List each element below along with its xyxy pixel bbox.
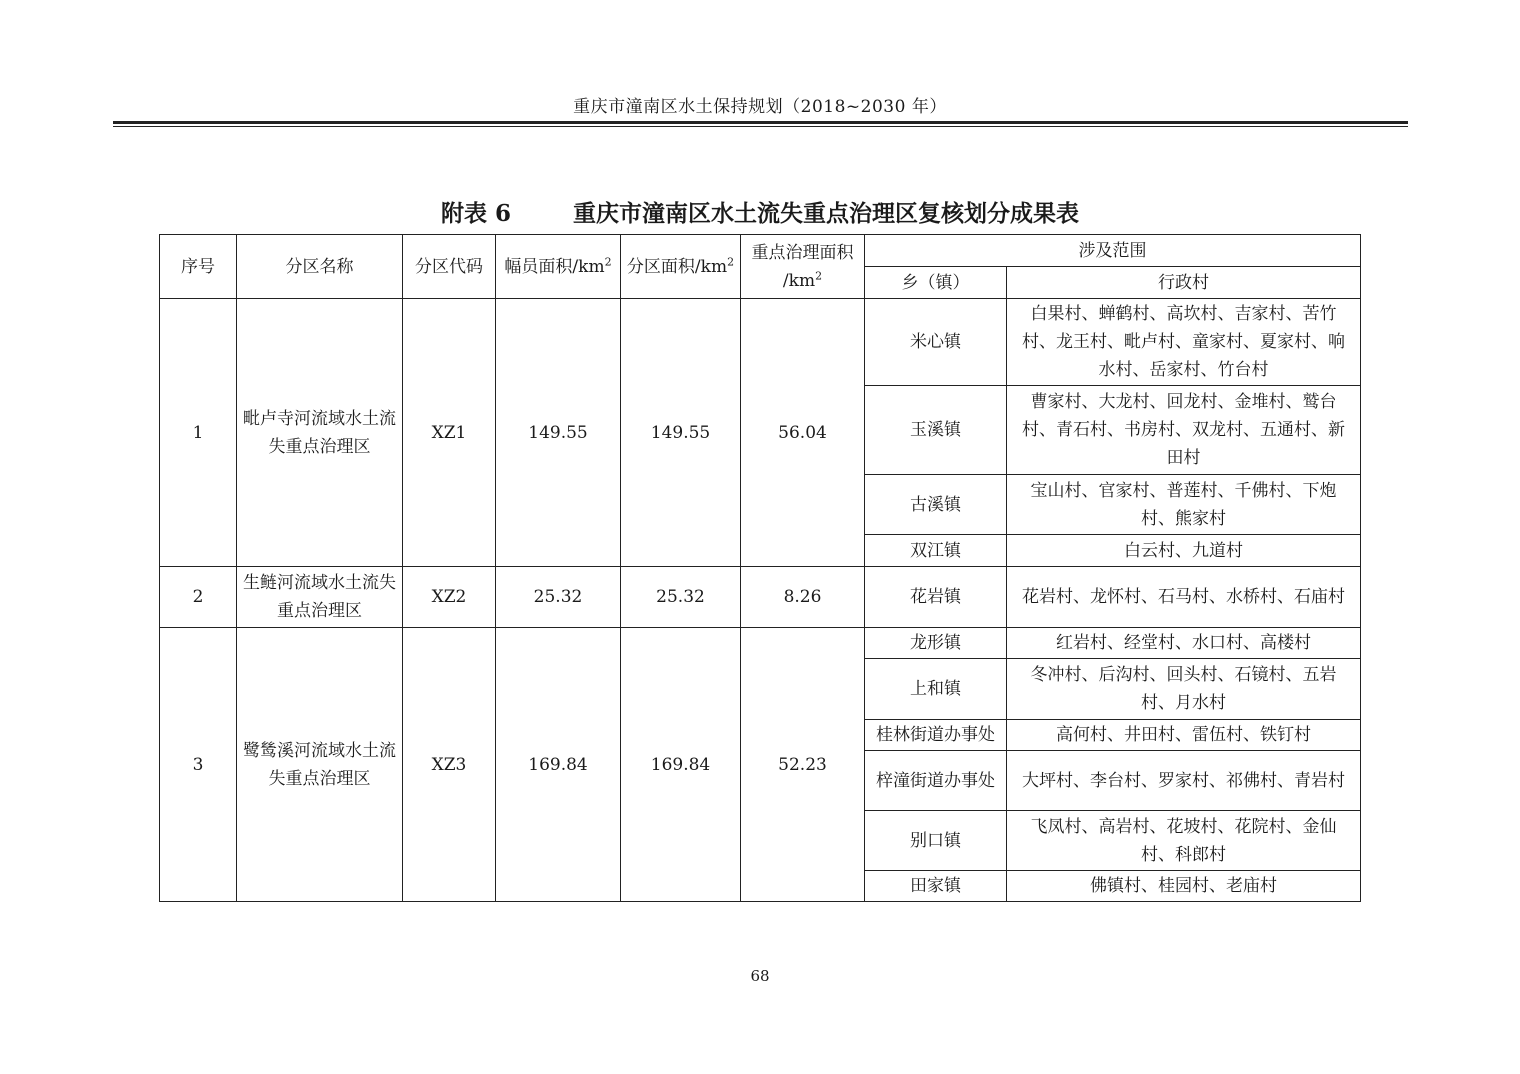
result-table [159, 234, 1361, 902]
table-name: 重庆市潼南区水土流失重点治理区复核划分成果表 [573, 200, 1079, 227]
header-key-area-line2: /km [782, 270, 816, 291]
town-name: 米心镇 [865, 299, 1007, 386]
header-villages: 行政村 [1007, 267, 1361, 299]
zone-seq: 1 [160, 299, 237, 567]
zone-area: 149.55 [621, 299, 741, 567]
village-list: 冬冲村、后沟村、回头村、石镜村、五岩村、月水村 [1007, 659, 1361, 720]
zone-key-area: 56.04 [741, 299, 865, 567]
table-row [160, 299, 1361, 386]
zone-scope-area: 169.84 [496, 628, 621, 902]
village-list: 曹家村、大龙村、回龙村、金堆村、鹫台村、青石村、书房村、双龙村、五通村、新田村 [1007, 386, 1361, 475]
town-name: 双江镇 [865, 535, 1007, 567]
zone-name: 毗卢寺河流域水土流失重点治理区 [237, 299, 403, 567]
village-list: 红岩村、经堂村、水口村、高楼村 [1007, 628, 1361, 659]
town-name: 田家镇 [865, 871, 1007, 902]
header-key-area-line1: 重点治理面积 [751, 242, 854, 263]
zone-area: 169.84 [621, 628, 741, 902]
zone-name: 鹭鸶溪河流域水土流失重点治理区 [237, 628, 403, 902]
header-scope-area-label: 幅员面积/km [504, 256, 605, 277]
table-row [160, 567, 1361, 628]
town-name: 古溪镇 [865, 475, 1007, 535]
zone-seq: 3 [160, 628, 237, 902]
table-row [160, 628, 1361, 659]
running-header: 重庆市潼南区水土保持规划（2018~2030 年） [573, 97, 947, 117]
page-number: 68 [750, 967, 770, 985]
village-list: 花岩村、龙怀村、石马村、水桥村、石庙村 [1007, 567, 1361, 628]
header-town: 乡（镇） [865, 267, 1007, 299]
header-seq: 序号 [160, 235, 237, 299]
header-key-area-sup: 2 [815, 268, 823, 282]
header-rule-thick [113, 121, 1408, 124]
town-name: 龙形镇 [865, 628, 1007, 659]
village-list: 宝山村、官家村、普莲村、千佛村、下炮村、熊家村 [1007, 475, 1361, 535]
header-zone-area [621, 235, 741, 299]
table-title [0, 198, 1520, 230]
town-name: 别口镇 [865, 811, 1007, 871]
header-zone-code: 分区代码 [403, 235, 496, 299]
zone-code: XZ2 [403, 567, 496, 628]
village-list: 白果村、蝉鹤村、高坎村、吉家村、苦竹村、龙王村、毗卢村、童家村、夏家村、响水村、岳家村、竹台村 [1007, 299, 1361, 386]
zone-scope-area: 149.55 [496, 299, 621, 567]
zone-key-area: 8.26 [741, 567, 865, 628]
town-name: 桂林街道办事处 [865, 720, 1007, 751]
zone-area: 25.32 [621, 567, 741, 628]
header-scope-area [496, 235, 621, 299]
table-number: 附表 6 [440, 200, 511, 227]
town-name: 上和镇 [865, 659, 1007, 720]
town-name: 玉溪镇 [865, 386, 1007, 475]
village-list: 高何村、井田村、雷伍村、铁钉村 [1007, 720, 1361, 751]
zone-seq: 2 [160, 567, 237, 628]
town-name: 花岩镇 [865, 567, 1007, 628]
header-zone-area-sup: 2 [727, 254, 735, 268]
village-list: 佛镇村、桂园村、老庙村 [1007, 871, 1361, 902]
zone-name: 生鲢河流域水土流失重点治理区 [237, 567, 403, 628]
header-scope-area-sup: 2 [604, 254, 612, 268]
town-name: 梓潼街道办事处 [865, 751, 1007, 811]
village-list: 大坪村、李台村、罗家村、祁佛村、青岩村 [1007, 751, 1361, 811]
header-coverage: 涉及范围 [865, 235, 1361, 267]
zone-code: XZ1 [403, 299, 496, 567]
header-rule-thin [113, 126, 1408, 127]
village-list: 飞凤村、高岩村、花坡村、花院村、金仙村、科郎村 [1007, 811, 1361, 871]
village-list: 白云村、九道村 [1007, 535, 1361, 567]
header-zone-name: 分区名称 [237, 235, 403, 299]
zone-scope-area: 25.32 [496, 567, 621, 628]
header-key-area [741, 235, 865, 299]
zone-code: XZ3 [403, 628, 496, 902]
zone-key-area: 52.23 [741, 628, 865, 902]
header-zone-area-label: 分区面积/km [626, 256, 728, 277]
